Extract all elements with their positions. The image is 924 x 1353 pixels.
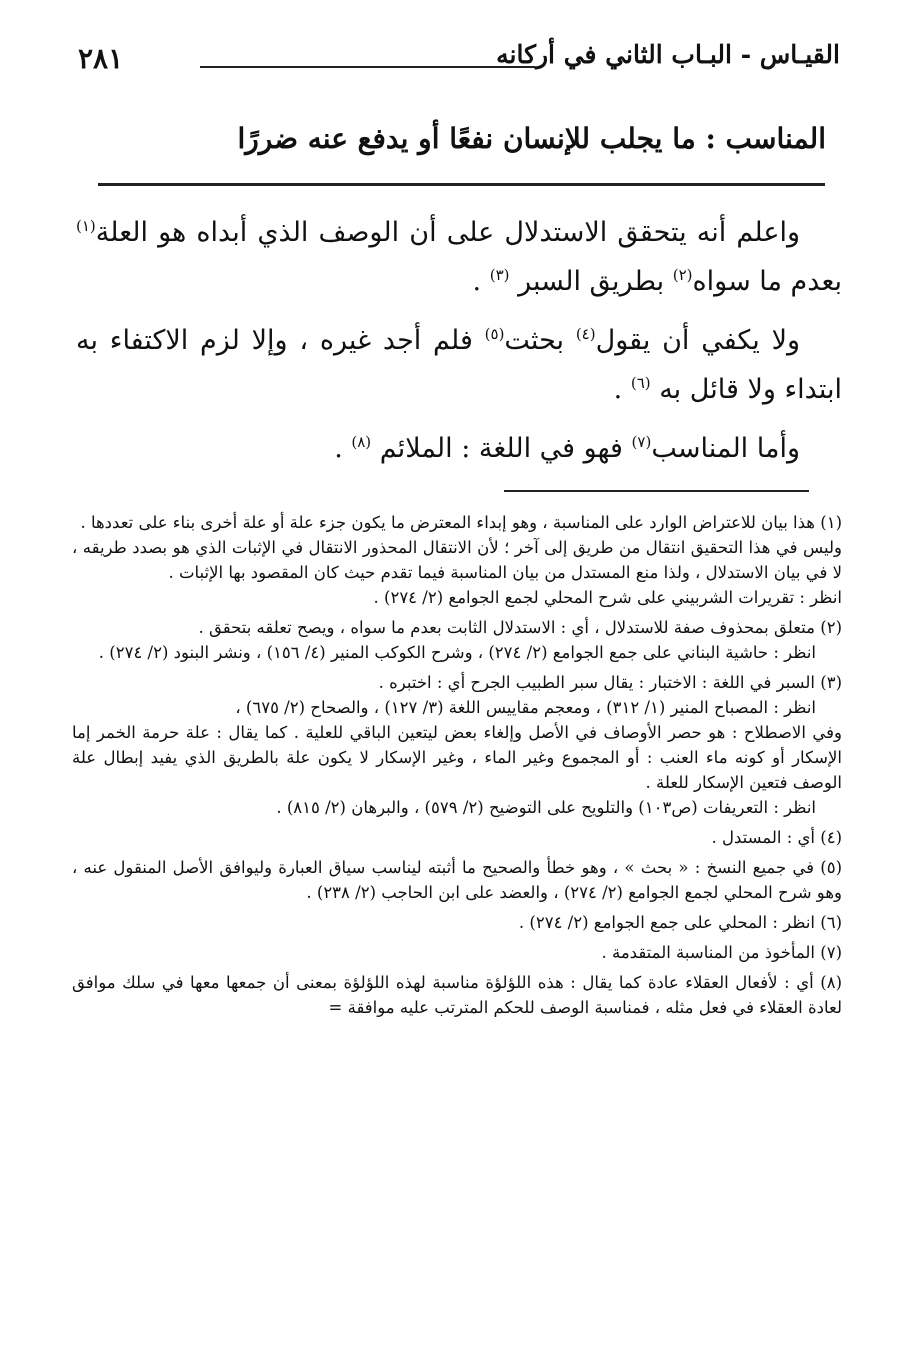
paragraph-3 [76,424,842,473]
text-run: . [334,433,352,464]
footnote-ref-3[interactable]: (٣) [489,266,510,284]
paragraph-2 [76,316,842,414]
footnote-text: (٧) المأخوذ من المناسبة المتقدمة . [601,943,842,962]
footnote-ref-8[interactable]: (٨) [351,433,372,451]
footnote-text: (٦) انظر : المحلي على جمع الجوامع (٢/ ٢٧٤) . [518,913,842,932]
footnote-citation: انظر : تقريرات الشربيني على شرح المحلي لجمع الجوامع (٢/ ٢٧٤) . [373,588,842,607]
running-title: القيـاس - البـاب الثاني في أركانه [496,40,840,69]
footnote-text: (٤) أي : المستدل . [711,828,842,847]
text-run: بعدم ما سواه [692,266,842,297]
footnote-1 [72,510,842,610]
text-run: . [613,374,631,405]
footnote-4 [72,825,842,850]
footnote-7 [72,940,842,965]
footnote-ref-2[interactable]: (٢) [672,266,693,284]
definition-rule [98,183,825,186]
header-rule [200,66,535,68]
footnote-text: (٥) في جميع النسخ : « بحث » ، وهو خطأ والصحيح ما أثبته ليناسب سياق العبارة وليوافق الأصل المنقول عنه ، وهو شرح المحلي لجمع الجوامع (٢/ ٢٧٤) ، والعضد على ابن الحاجب (٢/ ٢٣٨) . [72,858,842,902]
footnote-8 [72,970,842,1020]
footnote-3 [72,670,842,820]
footnote-text: وليس في هذا التحقيق انتقال من طريق إلى آخر ؛ لأن الانتقال المحذور الانتقال في الإثبات الذي هو بصدد طريقه ، لا في بيان الاستدلال ، ولذا منع المستدل من بيان المناسبة فيما تقدم حيث كان المقصود بها الإثبات . [72,538,842,582]
footnote-ref-1[interactable]: (١) [76,217,96,235]
text-run: ولا يكفي أن يقول [595,325,801,356]
footnote-5 [72,855,842,905]
footnote-text: (٨) أي : لأفعال العقلاء عادة كما يقال : هذه اللؤلؤة مناسبة لهذه اللؤلؤة بمعنى أن جمعها معها في سلك موافق لعادة العقلاء في فعل مثله ، فمناسبة الوصف للحكم المترتب عليه موافقة = [72,973,842,1017]
footnote-citation: انظر : التعريفات (ص١٠٣) والتلويح على التوضيح (٢/ ٥٧٩) ، والبرهان (٢/ ٨١٥) . [276,798,816,817]
main-text [76,208,842,483]
footnote-ref-4[interactable]: (٤) [575,325,596,343]
text-run: . [472,266,490,297]
text-run: بطريق السبر [509,266,673,297]
page-number: ٢٨١ [78,42,124,75]
footnote-6 [72,910,842,935]
footnote-2 [72,615,842,665]
footnote-text: وفي الاصطلاح : هو حصر الأوصاف في الأصل وإلغاء بعض ليتعين الباقي للعلية . كما يقال : علة حرمة الخمر إما الإسكار أو كونه ماء العنب : أو المجموع وغير الماء ، وغير الإسكار لا يكون علة بالطريق الذي يفيد إبطال علة الوصف فتعين الإسكار للعلة . [72,723,842,792]
footnote-citation: انظر : المصباح المنير (١/ ٣١٢) ، ومعجم مقاييس اللغة (٣/ ١٢٧) ، والصحاح (٢/ ٦٧٥) ، [235,698,816,717]
text-run: فهو في اللغة : الملائم [371,433,632,464]
footnote-ref-6[interactable]: (٦) [630,374,651,392]
footnote-text: (٣) السبر في اللغة : الاختبار : يقال سبر الطبيب الجرح أي : اختبره . [378,673,842,692]
footnote-ref-5[interactable]: (٥) [484,325,505,343]
definition-heading: المناسب : ما يجلب للإنسان نفعًا أو يدفع عنه ضررًا [237,122,826,155]
text-run: واعلم أنه يتحقق الاستدلال على أن الوصف الذي أبداه هو العلة [95,217,800,248]
text-run: وأما المناسب [651,433,800,464]
footnote-text: (١) هذا بيان للاعتراض الوارد على المناسبة ، وهو إبداء المعترض ما يكون جزء علة أو علة أخرى بناء على تعددها . [80,513,842,532]
footnote-ref-7[interactable]: (٧) [631,433,652,451]
text-run: فلم أجد غيره ، وإلا لزم الاكتفاء به ابتداء ولا قائل به [76,325,842,405]
footnote-separator [504,490,809,492]
footnotes [72,510,842,1025]
paragraph-1 [76,208,842,306]
page-header [70,34,840,84]
footnote-citation: انظر : حاشية البناني على جمع الجوامع (٢/ ٢٧٤) ، وشرح الكوكب المنير (٤/ ١٥٦) ، ونشر البنود (٢/ ٢٧٤) . [98,643,816,662]
text-run: بحثت [504,325,576,356]
footnote-text: (٢) متعلق بمحذوف صفة للاستدلال ، أي : الاستدلال الثابت بعدم ما سواه ، ويصح تعلقه بتحقق . [198,618,842,637]
